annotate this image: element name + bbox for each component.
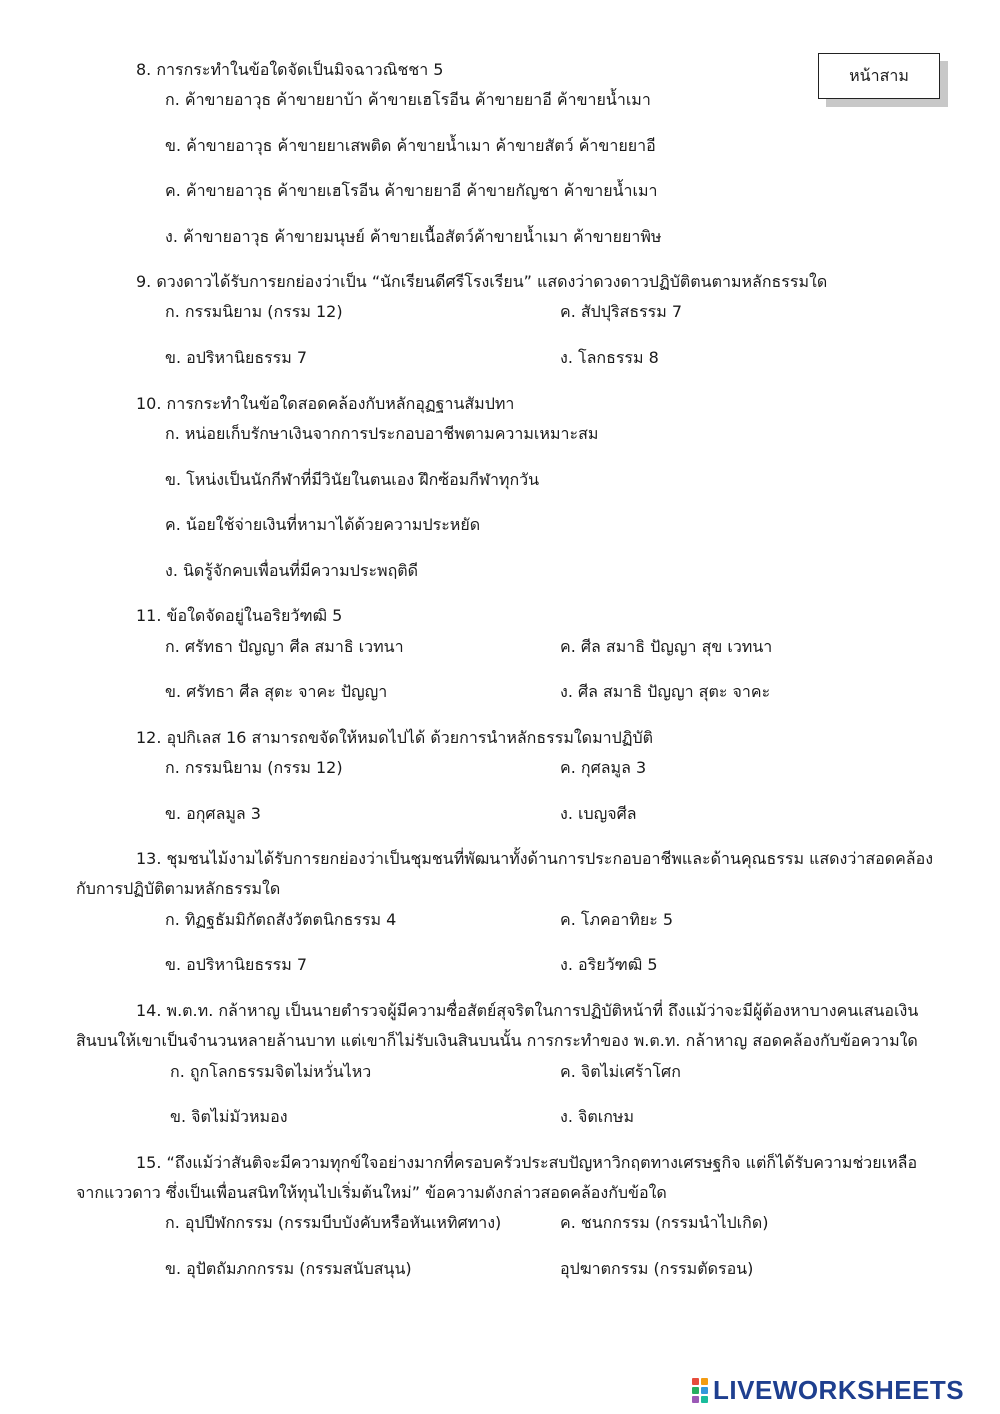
question-14-choice-a[interactable]: ก. ถูกโลกธรรมจิตไม่หวั่นไหว (170, 1062, 372, 1081)
question-9-choice-c[interactable]: ค. สัปปุริสธรรม 7 (560, 302, 683, 321)
question-9-choice-a[interactable]: ก. กรรมนิยาม (กรรม 12) (165, 302, 343, 321)
question-14-choice-c[interactable]: ค. จิตไม่เศร้าโศก (560, 1062, 681, 1081)
question-15-stem-line-2: จากแววดาว ซึ่งเป็นเพื่อนสนิทให้ทุนไปเริ่มต้นใหม่” ข้อความดังกล่าวสอดคล้องกับข้อใด (76, 1183, 667, 1202)
question-12-choice-a[interactable]: ก. กรรมนิยาม (กรรม 12) (165, 758, 343, 777)
question-8-choice-a[interactable]: ก. ค้าขายอาวุธ ค้าขายยาบ้า ค้าขายเฮโรอีน ค้าขายยาอี ค้าขายน้ำเมา (165, 90, 651, 109)
question-10-choice-d[interactable]: ง. นิดรู้จักคบเพื่อนที่มีความประพฤติดี (165, 561, 419, 580)
question-10-stem: 10. การกระทำในข้อใดสอดคล้องกับหลักอุฏฐานสัมปทา (136, 394, 515, 413)
question-12-choice-c[interactable]: ค. กุศลมูล 3 (560, 758, 647, 777)
question-12-choice-b[interactable]: ข. อกุศลมูล 3 (165, 804, 261, 823)
question-11-stem: 11. ข้อใดจัดอยู่ในอริยวัฑฒิ 5 (136, 606, 343, 625)
logo-tile (692, 1396, 699, 1403)
question-13-stem-line-1: 13. ชุมชนไม้งามได้รับการยกย่องว่าเป็นชุมชนที่พัฒนาทั้งด้านการประกอบอาชีพและด้านคุณธรรม แสดงว่าสอดคล้อง (136, 849, 934, 868)
question-13-choice-b[interactable]: ข. อปริหานิยธรรม 7 (165, 955, 308, 974)
question-14-stem-line-1: 14. พ.ต.ท. กล้าหาญ เป็นนายตำรวจผู้มีความซื่อสัตย์สุจริตในการปฏิบัติหน้าที่ ถึงแม้ว่าจะมีผู้ต้องหาบางคนเสนอเงิน (136, 1001, 919, 1020)
question-15-choice-a[interactable]: ก. อุปปีฬกกรรม (กรรมบีบบังคับหรือหันเหทิศทาง) (165, 1213, 502, 1232)
question-15-stem-line-1: 15. “ถึงแม้ว่าสันติจะมีความทุกข์ใจอย่างมากที่ครอบครัวประสบปัญหาวิกฤตทางเศรษฐกิจ แต่ก็ได้รับความช่วยเหลือ (136, 1153, 918, 1172)
question-8-choice-d[interactable]: ง. ค้าขายอาวุธ ค้าขายมนุษย์ ค้าขายเนื้อสัตว์ค้าขายน้ำเมา ค้าขายยาพิษ (165, 227, 662, 246)
question-14-stem-line-2: สินบนให้เขาเป็นจำนวนหลายล้านบาท แต่เขาก็ไม่รับเงินสินบนนั้น การกระทำของ พ.ต.ท. กล้าหาญ สอดคล้องกับข้อความใด (76, 1031, 918, 1050)
question-11-choice-d[interactable]: ง. ศีล สมาธิ ปัญญา สุตะ จาคะ (560, 682, 771, 701)
question-13-choice-c[interactable]: ค. โภคอาทิยะ 5 (560, 910, 674, 929)
question-13-stem-line-2: กับการปฏิบัติตามหลักธรรมใด (76, 879, 281, 898)
question-13-choice-a[interactable]: ก. ทิฏฐธัมมิกัตถสังวัตตนิกธรรม 4 (165, 910, 397, 929)
logo-tile (701, 1396, 708, 1403)
question-11-choice-c[interactable]: ค. ศีล สมาธิ ปัญญา สุข เวทนา (560, 637, 773, 656)
question-15-choice-d[interactable]: อุปฆาตกรรม (กรรมตัดรอน) (560, 1259, 754, 1278)
question-8-stem: 8. การกระทำในข้อใดจัดเป็นมิจฉาวณิชชา 5 (136, 60, 444, 79)
liveworksheets-logo-icon (692, 1378, 708, 1403)
question-10-choice-b[interactable]: ข. โหน่งเป็นนักกีฬาที่มีวินัยในตนเอง ฝึกซ้อมกีฬาทุกวัน (165, 470, 540, 489)
question-9-choice-d[interactable]: ง. โลกธรรม 8 (560, 348, 659, 367)
logo-tile (692, 1387, 699, 1394)
question-13-choice-d[interactable]: ง. อริยวัฑฒิ 5 (560, 955, 658, 974)
question-15-choice-c[interactable]: ค. ชนกกรรม (กรรมนำไปเกิด) (560, 1213, 769, 1232)
page-label: หน้าสาม (849, 65, 909, 85)
question-8-choice-c[interactable]: ค. ค้าขายอาวุธ ค้าขายเฮโรอีน ค้าขายยาอี ค้าขายกัญชา ค้าขายน้ำเมา (165, 181, 658, 200)
logo-tile (701, 1378, 708, 1385)
question-12-stem: 12. อุปกิเลส 16 สามารถขจัดให้หมดไปได้ ด้วยการนำหลักธรรมใดมาปฏิบัติ (136, 728, 654, 747)
question-8-choice-b[interactable]: ข. ค้าขายอาวุธ ค้าขายยาเสพติด ค้าขายน้ำเมา ค้าขายสัตว์ ค้าขายยาอี (165, 136, 656, 155)
question-15-choice-b[interactable]: ข. อุปัตถัมภกกรรม (กรรมสนับสนุน) (165, 1259, 412, 1278)
question-11-choice-b[interactable]: ข. ศรัทธา ศีล สุตะ จาคะ ปัญญา (165, 682, 388, 701)
question-9-choice-b[interactable]: ข. อปริหานิยธรรม 7 (165, 348, 308, 367)
question-10-choice-c[interactable]: ค. น้อยใช้จ่ายเงินที่หามาได้ด้วยความประหยัด (165, 515, 481, 534)
logo-tile (692, 1378, 699, 1385)
question-14-choice-d[interactable]: ง. จิตเกษม (560, 1107, 634, 1126)
question-9-stem: 9. ดวงดาวได้รับการยกย่องว่าเป็น “นักเรียนดีศรีโรงเรียน” แสดงว่าดวงดาวปฏิบัติตนตามหลักธรรมใด (136, 272, 828, 291)
question-14-choice-b[interactable]: ข. จิตไม่มัวหมอง (170, 1107, 288, 1126)
liveworksheets-watermark[interactable] (692, 1376, 964, 1404)
liveworksheets-logo-text: LIVEWORKSHEETS (713, 1374, 965, 1405)
question-10-choice-a[interactable]: ก. หน่อยเก็บรักษาเงินจากการประกอบอาชีพตามความเหมาะสม (165, 424, 599, 443)
page-label-box (818, 53, 940, 99)
logo-tile (701, 1387, 708, 1394)
question-12-choice-d[interactable]: ง. เบญจศีล (560, 804, 637, 823)
question-11-choice-a[interactable]: ก. ศรัทธา ปัญญา ศีล สมาธิ เวทนา (165, 637, 404, 656)
